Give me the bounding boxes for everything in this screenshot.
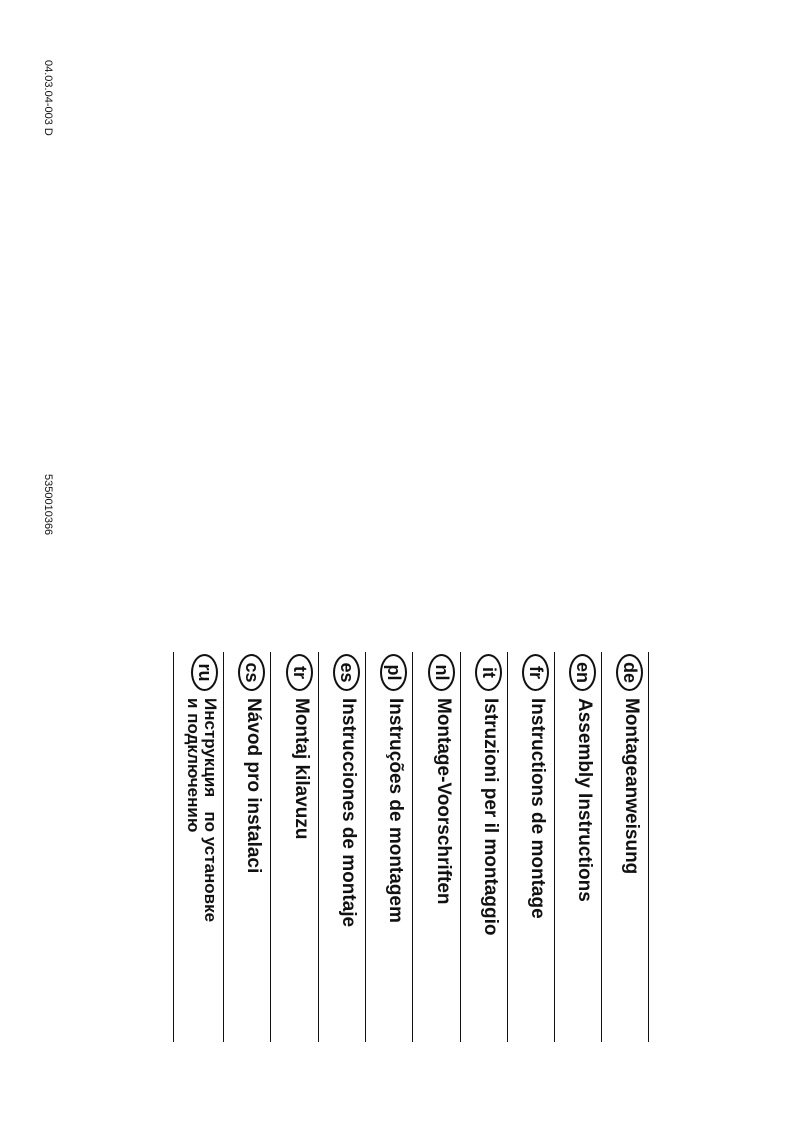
language-row-cs — [223, 652, 271, 1042]
language-title-cs: Návod pro instalaci — [243, 698, 264, 874]
language-row-tr — [270, 652, 319, 1042]
language-title-ru-line1: Инструкция по установке — [201, 698, 220, 923]
language-badge-ru: ru — [191, 654, 218, 691]
part-number: 5350010366 — [42, 474, 54, 536]
language-badge-it: it — [475, 654, 502, 691]
language-title-pl: Instruções de montagem — [385, 698, 406, 923]
language-title-en: Assembly Instructions — [574, 698, 595, 902]
language-badge-de: de — [616, 654, 643, 691]
language-title-it: Istruzioni per il montaggio — [480, 698, 501, 936]
document-id: 04.03.04-003 D — [42, 60, 54, 136]
language-title-de: Montageanweisung — [621, 698, 642, 875]
language-title-fr: Instructions de montage — [527, 698, 548, 919]
language-badge-en: en — [569, 654, 596, 691]
language-title-ru — [185, 698, 219, 922]
language-badge-fr: fr — [522, 654, 549, 691]
language-title-tr: Montaj kilavuzu — [291, 698, 312, 840]
bottom-rule — [173, 652, 174, 1042]
language-row-de — [601, 652, 649, 1042]
language-badge-pl: pl — [380, 654, 407, 691]
language-row-nl — [412, 652, 461, 1042]
language-badge-nl: nl — [428, 654, 455, 691]
language-row-fr — [507, 652, 555, 1042]
language-row-es — [318, 652, 366, 1042]
language-row-ru — [173, 652, 224, 1042]
language-list — [174, 652, 649, 1042]
language-title-ru-line2: и подключению — [184, 698, 203, 833]
language-title-es: Instrucciones de montaje — [338, 698, 359, 928]
language-row-pl — [365, 652, 413, 1042]
language-badge-tr: tr — [286, 654, 313, 691]
language-badge-es: es — [333, 654, 360, 691]
language-row-en — [554, 652, 602, 1042]
language-title-nl: Montage-Voorschriften — [433, 698, 454, 905]
language-row-it — [460, 652, 508, 1042]
language-badge-cs: cs — [238, 654, 265, 691]
